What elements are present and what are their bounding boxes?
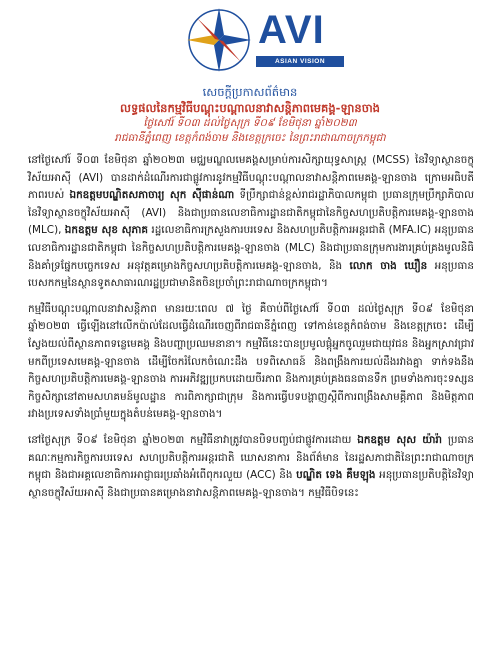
highlight-name: បណ្ឌិត ទេង គឹមឡុង bbox=[296, 469, 376, 482]
paragraph-text: អនុប្រធាន បេសកកម្មនៃស្ថានទូតសាធារណរដ្ឋប្រជាមានិតចិនប្រចាំព្រះរាជាណាចក្រកម្ពុជា។ bbox=[28, 259, 474, 290]
logo-wordmark: AVI bbox=[258, 8, 325, 52]
paragraph-1 bbox=[28, 152, 474, 293]
page-header bbox=[0, 0, 500, 82]
paragraph-2: កម្មវិធីបណ្តុះបណ្តាលនាវាសន្តិភាព មានរយៈពេល ៧ ថ្ងៃ គឺចាប់ពីថ្ងៃសៅរ៍ ទី០៣ ដល់ថ្ងៃសុក្រ ទី០៩ ខែមិថុនា ឆ្នាំ២០២៣ ធ្វើឡើងនៅលើកប៉ាល់ដែលធ្វើដំណើរចេញពីរាជធានីភ្នំពេញ ទៅកាន់ខេត្តកំពង់ចាម និងខេត្តក្រចេះ ដើម្បីស្វែងយល់ពីស្ថានភាពទន្លេមេគង្គ និងបញ្ហាប្រឈមនានា។ កម្មវិធីនេះបានប្រមូលផ្តុំអ្នកចូលរួមជាយុវជន និងអ្នកស្រាវជ្រាវមកពីប្រទេសមេគង្គ-ឡានចាង ដើម្បីចែករំលែកចំណេះដឹង បទពិសោធន៍ និងពង្រឹងការយល់ដឹងរវាងគ្នា ទាក់ទងនឹងកិច្ចសហប្រតិបត្តិការមេគង្គ-ឡានចាង ការអភិវឌ្ឍប្រកបដោយចីរភាព និងការគ្រប់គ្រងធនធានទឹក ព្រមទាំងការចុះទស្សនកិច្ចសិក្សានៅតាមសហគមន៍មូលដ្ឋាន ការពិភាក្សាជាក្រុម និងការធ្វើបទបង្ហាញស្តីពីការពង្រឹងសាមគ្គីភាព និងមិត្តភាពរវាងប្រទេសទាំងប្រាំមួយក្នុងតំបន់មេគង្គ-ឡានចាង។ bbox=[28, 302, 474, 421]
release-title: លទ្ធផលនៃកម្មវិធីបណ្តុះបណ្តាលនាវាសន្តិភាពមេគង្គ-ឡានចាង bbox=[120, 101, 380, 115]
paragraph-text: នៅថ្ងៃសុក្រ ទី០៩ ខែមិថុនា ឆ្នាំ២០២៣ កម្មវិធីនាវាត្រូវបានបិទបញ្ចប់ជាផ្លូវការដោយ bbox=[28, 433, 358, 446]
paragraph-text: អនុប្រធានប្រតិបត្តិនៃវិទ្យាស្ថានចក្ខុវិស័យអាស៊ី និងជាប្រធានគម្រោងនាវាសន្តិភាពមេគង្គ-ឡានចាង។ កម្មវិធីបិទនេះ bbox=[28, 469, 474, 499]
paragraph-text: នៅថ្ងៃសៅរ៍ ទី០៣ ខែមិថុនា ឆ្នាំ២០២៣ មជ្ឈមណ្ឌលមេគង្គសម្រាប់ការសិក្សាយុទ្ធសាស្ត្រ (MCSS) នៃវិទ្យាស្ថានចក្ខុវិស័យអាស៊ី (AVI) បានដាក់ដំណើរការជាផ្លូវការនូវកម្មវិធីបណ្តុះបណ្តាលនាវាសន្តិភាពមេគង្គ-ឡានចាង ក្រោមអធិបតីភាពរបស់ bbox=[28, 154, 474, 202]
avi-logo bbox=[180, 6, 326, 76]
logo-tagline: ASIAN VISION INSTITUTE bbox=[256, 56, 344, 67]
highlight-name: លោក ចាង ឃឿន bbox=[349, 259, 428, 272]
paragraph-3 bbox=[28, 432, 474, 502]
paragraph-text: ទីប្រឹក្សាជាន់ខ្ពស់រាជរដ្ឋាភិបាលកម្ពុជា ប្រធានក្រុមប្រឹក្សាភិបាលនៃវិទ្យាស្ថានចក្ខុវិស័យអាស៊ី (AVI) និងជាប្រធានលេខាធិការដ្ឋានជាតិកម្ពុជានៃកិច្ចសហប្រតិបត្តិការមេគង្គ-ឡានចាង (MLC), bbox=[28, 189, 474, 237]
release-heading bbox=[20, 84, 480, 146]
release-place: រាជធានីភ្នំពេញ ខេត្តកំពង់ចាម និងខេត្តក្រចេះ នៃព្រះរាជាណាចក្រកម្ពុជា bbox=[114, 132, 386, 144]
release-body bbox=[28, 152, 474, 510]
highlight-name: ឯកឧត្តម សុខ សុភាគ bbox=[64, 224, 149, 237]
compass-star-icon bbox=[180, 6, 258, 74]
release-date: ថ្ងៃសៅរ៍ ទី០៣ ដល់ថ្ងៃសុក្រ ទី០៩ ខែមិថុនា ឆ្នាំ២០២៣ bbox=[143, 117, 357, 129]
highlight-name: ឯកឧត្តមបណ្ឌិតសភាចារ្យ សុក ស៊ីផាន់ណា bbox=[69, 189, 235, 202]
paragraph-text: រដ្ឋលេខាធិការក្រសួងការបរទេស និងសហប្រតិបត្តិការអន្តរជាតិ (MFA.IC) អនុប្រធានលេខាធិការដ្ឋានជាតិកម្ពុជា នៃកិច្ចសហប្រតិបត្តិការមេគង្គ-ឡានចាង (MLC) និងជាប្រធានក្រុមការងារគ្រប់គ្រងមូលនិធិ និងគាំទ្រផ្នែកបច្ចេកទេស អនុវត្តគម្រោងកិច្ចសហប្រតិបត្តិការមេគង្គ-ឡានចាង, និង bbox=[28, 224, 474, 272]
paragraph-text: ប្រធានគណៈកម្មការកិច្ចការបរទេស សហប្រតិបត្តិការអន្តរជាតិ ឃោសនាការ និងព័ត៌មាន នៃរដ្ឋសភាជាតិនៃព្រះរាជាណាចក្រកម្ពុជា និងជាអគ្គលេខាធិការអាជ្ញាធរប្រឆាំងអំពើពុករលួយ (ACC) និង bbox=[28, 433, 474, 482]
highlight-name: ឯកឧត្តម សុស យ៉ារ៉ា bbox=[357, 433, 443, 446]
release-kicker: សេចក្តីប្រកាសព័ត៌មាន bbox=[202, 85, 298, 99]
